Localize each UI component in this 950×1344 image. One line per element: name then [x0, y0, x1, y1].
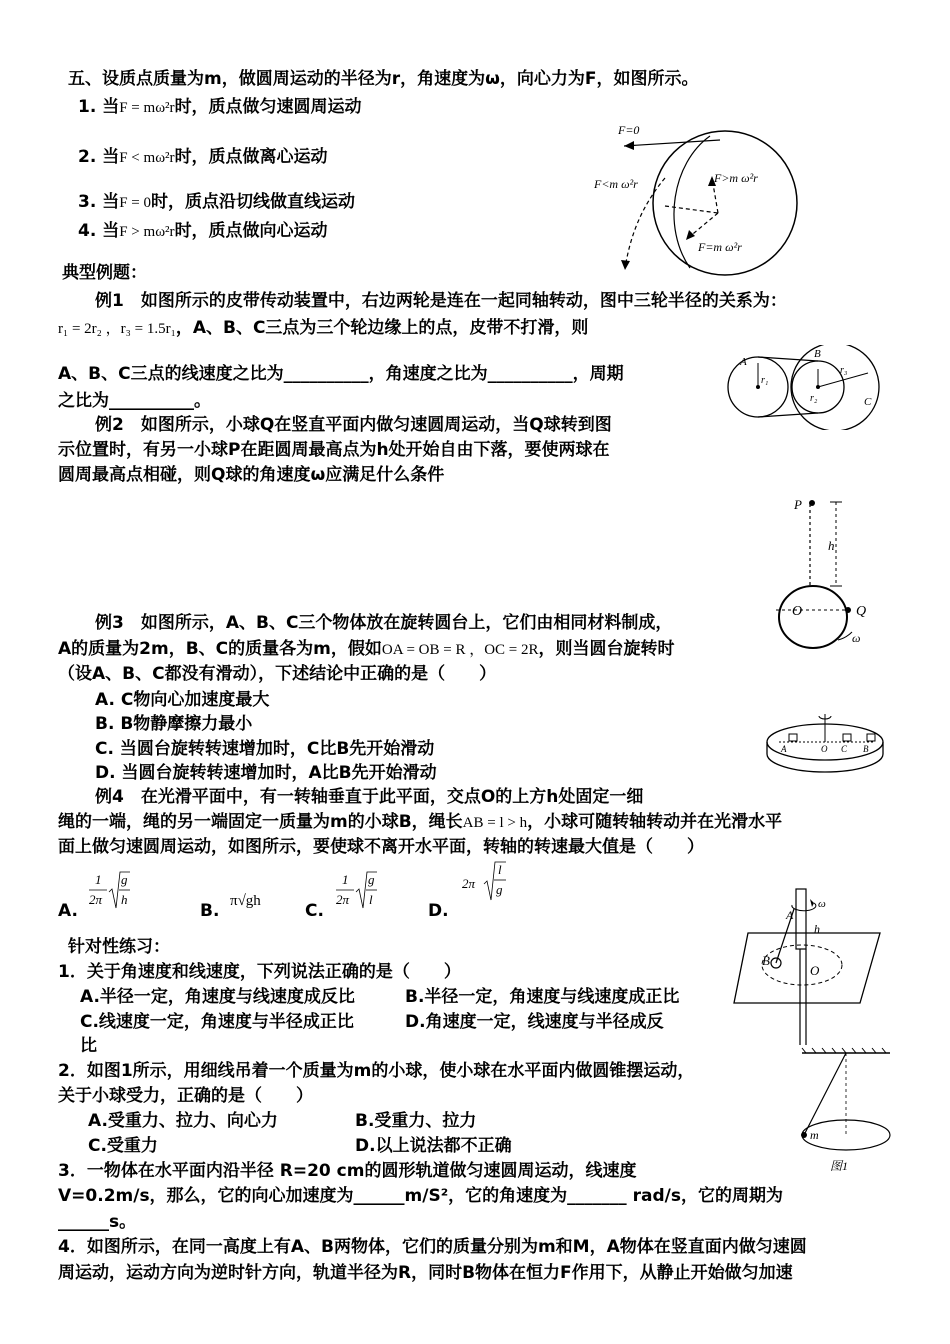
label-f-more: F>m ω²r	[714, 171, 758, 185]
examples-heading: 典型例题：	[62, 263, 147, 283]
label-q: Q	[856, 604, 867, 619]
ex3-line3: （设A、B、C都没有滑动），下述结论中正确的是（ ）	[58, 664, 497, 684]
label-f-zero: F=0	[618, 123, 640, 137]
figure-caption: 图1	[830, 1159, 849, 1173]
label-r2: r₂	[810, 393, 818, 404]
turntable-figure	[755, 710, 895, 790]
ex1-line2	[58, 317, 588, 340]
item-post: 时，质点做向心运动	[174, 221, 328, 241]
radicand-numerator: l	[498, 862, 502, 877]
q2-stem-line1: 2．如图1所示，用细线吊着一个质量为m的小球，使小球在水平面内做圆锥摆运动，	[58, 1061, 695, 1081]
q1-option-d: D.角速度一定，线速度与半径成反	[405, 1012, 664, 1032]
condition-formula: F < mω²r	[119, 150, 175, 166]
label-m: m	[810, 1128, 819, 1142]
q2-option-a: A.受重力、拉力、向心力	[88, 1111, 278, 1131]
label-omega: ω	[818, 898, 826, 910]
falling-ball-figure	[770, 490, 890, 660]
label-omega: ω	[852, 631, 861, 645]
axle-plane-figure	[730, 885, 890, 1050]
label-o: O	[792, 604, 803, 619]
q1-stem: 1．关于角速度和线速度，下列说法正确的是（ ）	[58, 962, 461, 982]
numerator: 1	[95, 872, 102, 887]
label-o: O	[821, 744, 828, 754]
label-c: C	[864, 396, 872, 408]
ex1-line1: 例1 如图所示的皮带传动装置中，右边两轮是连在一起同轴转动，图中三轮半径的关系为：	[95, 291, 787, 311]
radicand-numerator: g	[121, 872, 128, 887]
section5-title: 五、设质点质量为m，做圆周运动的半径为r，角速度为ω，向心力为F，如图所示。	[68, 69, 699, 89]
ex4-line1: 例4 在光滑平面中，有一转轴垂直于此平面，交点O的上方h处固定一细	[95, 787, 644, 807]
q2-option-c: C.受重力	[88, 1136, 158, 1156]
label-a: A	[740, 356, 747, 368]
q1-option-d-continued: 比	[80, 1036, 97, 1056]
q3-line2: V=0.2m/s，那么，它的向心加速度为______m/S²，它的角速度为_______ rad/s，它的周期为	[58, 1186, 783, 1206]
item-number: 2.	[78, 147, 97, 167]
radius-formula: r₁ = 2r₂ ，r₃ = 1.5r₁	[58, 321, 176, 337]
label-h: h	[828, 538, 835, 553]
item-number: 1.	[78, 97, 97, 117]
label-b: B	[814, 348, 821, 360]
condition-formula: F = 0	[119, 195, 152, 211]
q2-option-b: B.受重力、拉力	[355, 1111, 477, 1131]
ex3-line2a: A的质量为2m，B、C的质量各为m，假如	[58, 639, 382, 659]
condition-formula: F > mω²r	[119, 224, 175, 240]
condition-formula: F = mω²r	[119, 100, 175, 116]
ex4-option-c-label: C.	[305, 901, 324, 921]
q3-line1: 3．一物体在水平面内沿半径 R=20 cm的圆形轨道做匀速圆周运动，线速度	[58, 1161, 637, 1181]
belt-drive-figure	[718, 345, 883, 430]
ex3-line2b: ，则当圆台旋转时	[538, 639, 675, 659]
ex3-line1: 例3 如图所示，A、B、C三个物体放在旋转圆台上，它们由相同材料制成，	[95, 613, 673, 633]
label-a: A	[786, 908, 794, 922]
q1-option-c: C.线速度一定，角速度与半径成正比	[80, 1012, 354, 1032]
radicand-denominator: g	[496, 882, 503, 897]
circular-motion-figure	[590, 118, 805, 283]
rope-length-formula: AB = l > h	[462, 815, 528, 831]
ex3-option-a: A. C物向心加速度最大	[95, 690, 270, 710]
label-f-less: F<m ω²r	[594, 177, 638, 191]
label-p: P	[794, 497, 802, 512]
radicand-numerator: g	[368, 872, 375, 887]
ex2-line3: 圆周最高点相碰，则Q球的角速度ω应满足什么条件	[58, 465, 445, 485]
q3-line3: ______s。	[58, 1212, 137, 1232]
ex4-line2a: 绳的一端，绳的另一端固定一质量为m的小球B，绳长	[58, 812, 463, 832]
section5-item-2	[78, 146, 328, 169]
section5-item-1	[78, 96, 362, 119]
label-o: O	[810, 963, 820, 978]
radicand-denominator: h	[121, 892, 128, 907]
denominator: 2π	[336, 892, 350, 907]
label-f-equal: F=m ω²r	[698, 240, 742, 254]
q1-option-a: A.半径一定，角速度与线速度成反比	[80, 987, 355, 1007]
item-pre: 当	[102, 97, 120, 117]
ex4-line2	[58, 811, 782, 834]
ex1-line3: A、B、C三点的线速度之比为__________，角速度之比为__________，周期	[58, 364, 624, 384]
ex4-option-b-formula: π√gh	[230, 893, 261, 909]
ex2-line1: 例2 如图所示，小球Q在竖直平面内做匀速圆周运动，当Q球转到图	[95, 415, 612, 435]
item-number: 3.	[78, 192, 97, 212]
distance-formula: OA = OB = R ，OC = 2R	[381, 642, 539, 658]
ex3-line2	[58, 638, 675, 661]
conical-pendulum-figure	[790, 1045, 900, 1175]
q2-option-d: D.以上说法都不正确	[355, 1136, 512, 1156]
section5-item-3	[78, 191, 355, 214]
label-c: C	[841, 744, 848, 754]
ex4-line3: 面上做匀速圆周运动，如图所示，要使球不离开水平面，转轴的转速最大值是（ ）	[58, 837, 704, 857]
ex4-option-c-formula	[333, 868, 378, 916]
item-pre: 当	[102, 147, 120, 167]
item-number: 4.	[78, 221, 97, 241]
q1-option-b: B.半径一定，角速度与线速度成正比	[405, 987, 680, 1007]
item-post: 时，质点做匀速圆周运动	[174, 97, 362, 117]
coefficient: 2π	[462, 876, 476, 891]
practice-heading: 针对性练习：	[68, 937, 170, 957]
q4-line2: 周运动，运动方向为逆时针方向，轨道半径为R，同时B物体在恒力F作用下，从静止开始做匀加速	[58, 1263, 793, 1283]
ex4-option-d-label: D.	[428, 901, 449, 921]
label-a: A	[781, 744, 787, 754]
ex4-option-a-label: A.	[58, 901, 78, 921]
section5-item-4	[78, 220, 328, 243]
q4-line1: 4．如图所示，在同一高度上有A、B两物体，它们的质量分别为m和M，A物体在竖直面内做匀速圆	[58, 1237, 807, 1257]
ex4-option-a-formula	[86, 868, 131, 916]
ex4-line2b: ，小球可随转轴转动并在光滑水平	[527, 812, 783, 832]
label-r3: r₃	[840, 365, 848, 376]
ex3-option-c: C. 当圆台旋转转速增加时，C比B先开始滑动	[95, 739, 435, 759]
numerator: 1	[342, 872, 349, 887]
ex4-option-b-label: B.	[200, 901, 220, 921]
ex1-line4: 之比为__________。	[58, 391, 211, 411]
ex3-option-d: D. 当圆台旋转转速增加时，A比B先开始滑动	[95, 763, 437, 783]
label-b: B	[863, 744, 869, 754]
item-pre: 当	[102, 192, 120, 212]
ex3-option-b: B. B物静摩擦力最小	[95, 714, 253, 734]
item-post: 时，质点做离心运动	[174, 147, 328, 167]
ex1-line2-rest: ，A、B、C三点为三个轮边缘上的点，皮带不打滑，则	[175, 318, 589, 338]
radicand-denominator: l	[369, 892, 373, 907]
item-post: 时，质点沿切线做直线运动	[151, 192, 356, 212]
label-h: h	[814, 922, 820, 936]
ex4-option-d-formula	[460, 858, 510, 906]
ex2-line2: 示位置时，有另一小球P在距圆周最高点为h处开始自由下落，要使两球在	[58, 440, 610, 460]
q2-stem-line2: 关于小球受力，正确的是（ ）	[58, 1086, 313, 1106]
label-r1: r₁	[761, 375, 769, 386]
item-pre: 当	[102, 221, 120, 241]
denominator: 2π	[89, 892, 103, 907]
label-b: B	[762, 953, 770, 968]
